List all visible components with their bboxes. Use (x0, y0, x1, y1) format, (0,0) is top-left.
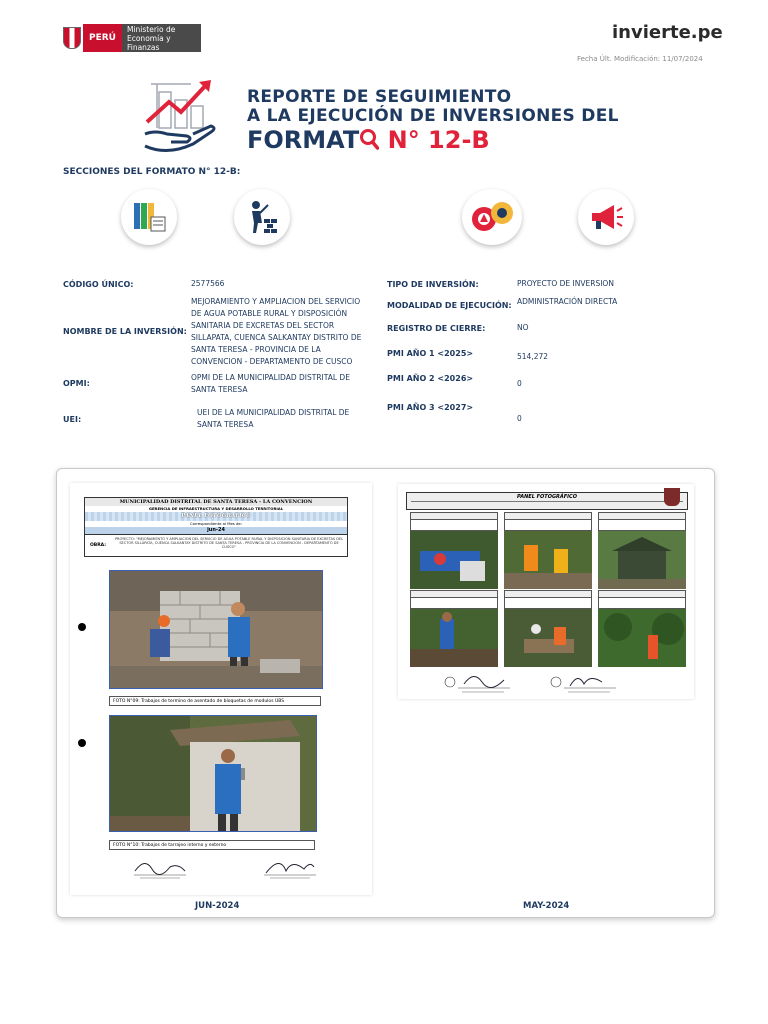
peru-shield-icon (61, 24, 83, 52)
nombre-value: MEJORAMIENTO Y AMPLIACION DEL SERVICIO DE AGUA POTABLE RURAL Y DISPOSICIÓN SANITARIA DE EXCRETAS DEL SECTOR SILLAPATA, CUENCA SALKANTAY DISTRITO DE SANTA TERESA - PROVINCIA DE LA CONVENCION - DEPARTAMENTO DE CUSCO (191, 297, 362, 366)
opmi-value: OPMI DE LA MUNICIPALIDAD DISTRITAL DE SANTA TERESA (191, 373, 350, 394)
codigo-label: CÓDIGO ÚNICO: (63, 280, 134, 289)
ministry-label: Ministerio de Economía y Finanzas (122, 24, 201, 52)
month-label-may: MAY-2024 (523, 901, 570, 911)
photo-caption-09: FOTO N°09: Trabajos de termino de asentado de bloquetas de modulos UBS (109, 696, 321, 706)
photo-tarrajeo[interactable] (109, 715, 317, 832)
photo-bloquetas[interactable] (109, 570, 323, 689)
uei-value: UEI DE LA MUNICIPALIDAD DISTRITAL DE SANTA TERESA (197, 408, 350, 429)
megaphone-icon (586, 197, 626, 237)
registro-value: NO (517, 323, 529, 332)
secciones-label: SECCIONES DEL FORMATO N° 12-B: (63, 167, 241, 177)
report-title (247, 88, 619, 154)
title-line-3 (247, 126, 619, 154)
section-gears-button[interactable] (462, 189, 522, 245)
pmi3-value: 0 (517, 414, 522, 423)
doc2-photo-5[interactable] (504, 590, 592, 666)
uei-label: UEI: (63, 415, 82, 424)
registro-label: REGISTRO DE CIERRE: (387, 324, 486, 333)
invierte-pe-logo: invierte.pe (612, 22, 723, 43)
nombre-label: NOMBRE DE LA INVERSIÓN: (63, 327, 187, 336)
signature-stamp-2 (260, 853, 320, 881)
investment-hand-illustration-icon (137, 74, 223, 160)
tipo-value: PROYECTO DE INVERSION (517, 279, 614, 288)
doc2-municipality-shield-icon (664, 488, 680, 506)
section-execution-button[interactable] (234, 189, 290, 245)
doc2-panel-title: PANEL FOTOGRÁFICO (517, 494, 577, 500)
bullet-2 (78, 739, 86, 747)
doc1-header-box (84, 497, 348, 557)
title-format-number: N° 12-B (379, 126, 490, 154)
doc2-photo-6[interactable] (598, 590, 686, 666)
doc2-photo-2[interactable] (504, 512, 592, 588)
title-line-1: REPORTE DE SEGUIMIENTO (247, 87, 512, 107)
pmi1-value: 514,272 (517, 352, 549, 361)
title-line-2: A LA EJECUCIÓN DE INVERSIONES DEL (247, 106, 619, 126)
panel-fotografico-may[interactable] (398, 484, 694, 699)
modalidad-label: MODALIDAD DE EJECUCIÓN: (387, 301, 512, 310)
section-files-button[interactable] (121, 189, 177, 245)
doc2-signature-stamp-1 (444, 668, 514, 696)
pmi2-label: PMI AÑO 2 <2026> (387, 374, 474, 383)
title-format-word: FORMAT (247, 126, 360, 154)
files-icon (129, 197, 169, 237)
signature-stamp-1 (130, 853, 190, 881)
doc2-photo-1[interactable] (410, 512, 498, 588)
doc1-correspondiente: Correspondiente al Mes de: (189, 521, 243, 526)
pmi3-label: PMI AÑO 3 <2027> (387, 403, 474, 412)
pmi1-label: PMI AÑO 1 <2025> (387, 349, 474, 358)
doc1-panel-title: PANEL FOTOGRAFICO (85, 512, 347, 521)
gears-icon (468, 197, 516, 237)
modalidad-value: ADMINISTRACIÓN DIRECTA (517, 297, 618, 306)
magnifier-icon (359, 128, 379, 150)
opmi-label: OPMI: (63, 379, 90, 388)
photo-caption-10: FOTO N°10: Trabajos de tarrajeo interno y externo (109, 840, 315, 850)
doc1-mes: jun-24 (85, 527, 347, 534)
doc2-photo-3[interactable] (598, 512, 686, 588)
panel-fotografico-jun[interactable] (70, 483, 372, 895)
month-label-jun: JUN-2024 (195, 901, 240, 911)
doc1-obra-label: OBRA: (89, 542, 107, 548)
section-megaphone-button[interactable] (578, 189, 634, 245)
doc1-muni: MUNICIPALIDAD DISTRITAL DE SANTA TERESA - LA CONVENCION (85, 498, 347, 506)
tipo-label: TIPO DE INVERSIÓN: (387, 280, 479, 289)
doc2-signature-stamp-2 (550, 668, 620, 696)
doc2-header-box (406, 492, 688, 510)
construction-worker-icon (242, 197, 282, 237)
doc1-obra-text: PROYECTO: "MEJORAMIENTO Y AMPLIACION DEL SERVICIO DE AGUA POTABLE RURAL Y DISPOSICIÓN SANITARIA DE EXCRETAS DEL SECTOR SILLAPATA, CUENCA SALKANTAY DISTRITO DE SANTA TERESA - PROVINCIA DE LA CONVENCION - DEPARTAMENTO DE CUSCO" (114, 537, 344, 549)
peru-mef-logo (61, 24, 201, 52)
peru-label: PERÚ (83, 24, 122, 52)
bullet-1 (78, 623, 86, 631)
doc2-photo-4[interactable] (410, 590, 498, 666)
fecha-modificacion: Fecha Últ. Modificación: 11/07/2024 (577, 55, 703, 63)
pmi2-value: 0 (517, 379, 522, 388)
doc1-gerencia: GERENCIA DE INFRAESTRUCTURA Y DESARROLLO TERRITORIAL (148, 506, 284, 511)
codigo-value: 2577566 (191, 279, 225, 288)
